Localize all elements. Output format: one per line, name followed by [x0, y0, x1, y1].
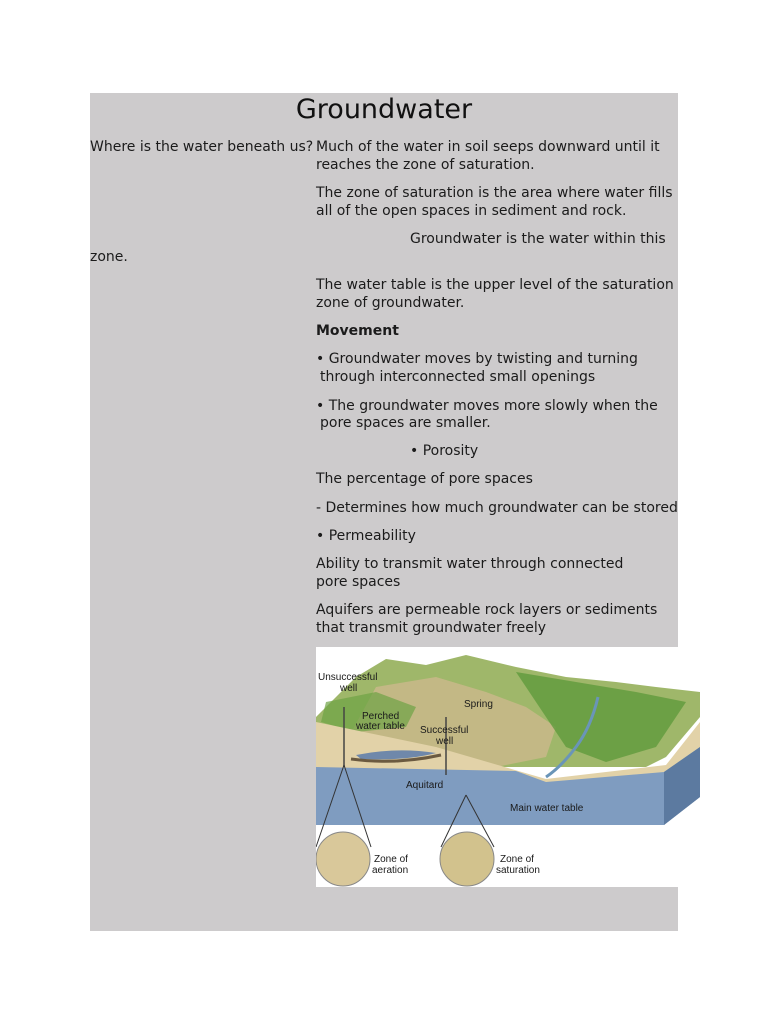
- label-spring: Spring: [464, 699, 493, 710]
- label-aeration-line2: aeration: [372, 865, 409, 876]
- porosity-definition: The percentage of pore spaces: [316, 471, 533, 487]
- porosity-bullet: • Porosity: [410, 443, 479, 459]
- movement-bullet1-line1: • Groundwater moves by twisting and turning: [316, 351, 638, 367]
- page-title: Groundwater: [295, 94, 473, 125]
- label-saturation-line1: Zone of: [500, 854, 534, 865]
- soil-text-line2: reaches the zone of saturation.: [316, 157, 535, 173]
- groundwater-text-line1: Groundwater is the water within this: [410, 231, 666, 247]
- movement-bullet1-line2: through interconnected small openings: [320, 369, 596, 385]
- label-aeration-line1: Zone of: [374, 854, 408, 865]
- aquifers-text-line2: that transmit groundwater freely: [316, 620, 546, 636]
- groundwater-diagram: [316, 647, 700, 887]
- label-unsuccessful-line2: well: [340, 683, 358, 694]
- saturation-text-line1: The zone of saturation is the area where water fills: [316, 185, 673, 201]
- watertable-text-line1: The water table is the upper level of the saturation: [316, 277, 674, 293]
- aeration-sample-circle: [316, 832, 370, 886]
- label-successful-line1: Successful: [420, 725, 469, 736]
- permeability-definition-line1: Ability to transmit water through connected: [316, 556, 624, 572]
- permeability-definition-line2: pore spaces: [316, 574, 401, 590]
- label-unsuccessful-line1: Unsuccessful: [318, 672, 378, 683]
- label-main-water-table: Main water table: [510, 803, 584, 814]
- soil-text-line1: Much of the water in soil seeps downward until it: [316, 139, 660, 155]
- label-aquitard: Aquitard: [406, 780, 444, 791]
- porosity-detail: - Determines how much groundwater can be stored: [316, 500, 678, 516]
- aquifers-text-line1: Aquifers are permeable rock layers or sediments: [316, 602, 658, 618]
- label-successful-line2: well: [436, 736, 454, 747]
- saturation-sample-circle: [440, 832, 494, 886]
- watertable-text-line2: zone of groundwater.: [316, 295, 465, 311]
- movement-bullet2-line2: pore spaces are smaller.: [320, 415, 491, 431]
- question-text: Where is the water beneath us?: [90, 139, 314, 155]
- movement-heading: Movement: [316, 323, 399, 339]
- label-perched-line1: Perched: [362, 711, 400, 722]
- label-saturation-line2: saturation: [496, 865, 540, 876]
- saturation-text-line2: all of the open spaces in sediment and rock.: [316, 203, 627, 219]
- permeability-bullet: • Permeability: [316, 528, 416, 544]
- movement-bullet2-line1: • The groundwater moves more slowly when the: [316, 398, 658, 414]
- groundwater-text-line2: zone.: [90, 249, 128, 265]
- label-perched-line2: water table: [356, 721, 405, 732]
